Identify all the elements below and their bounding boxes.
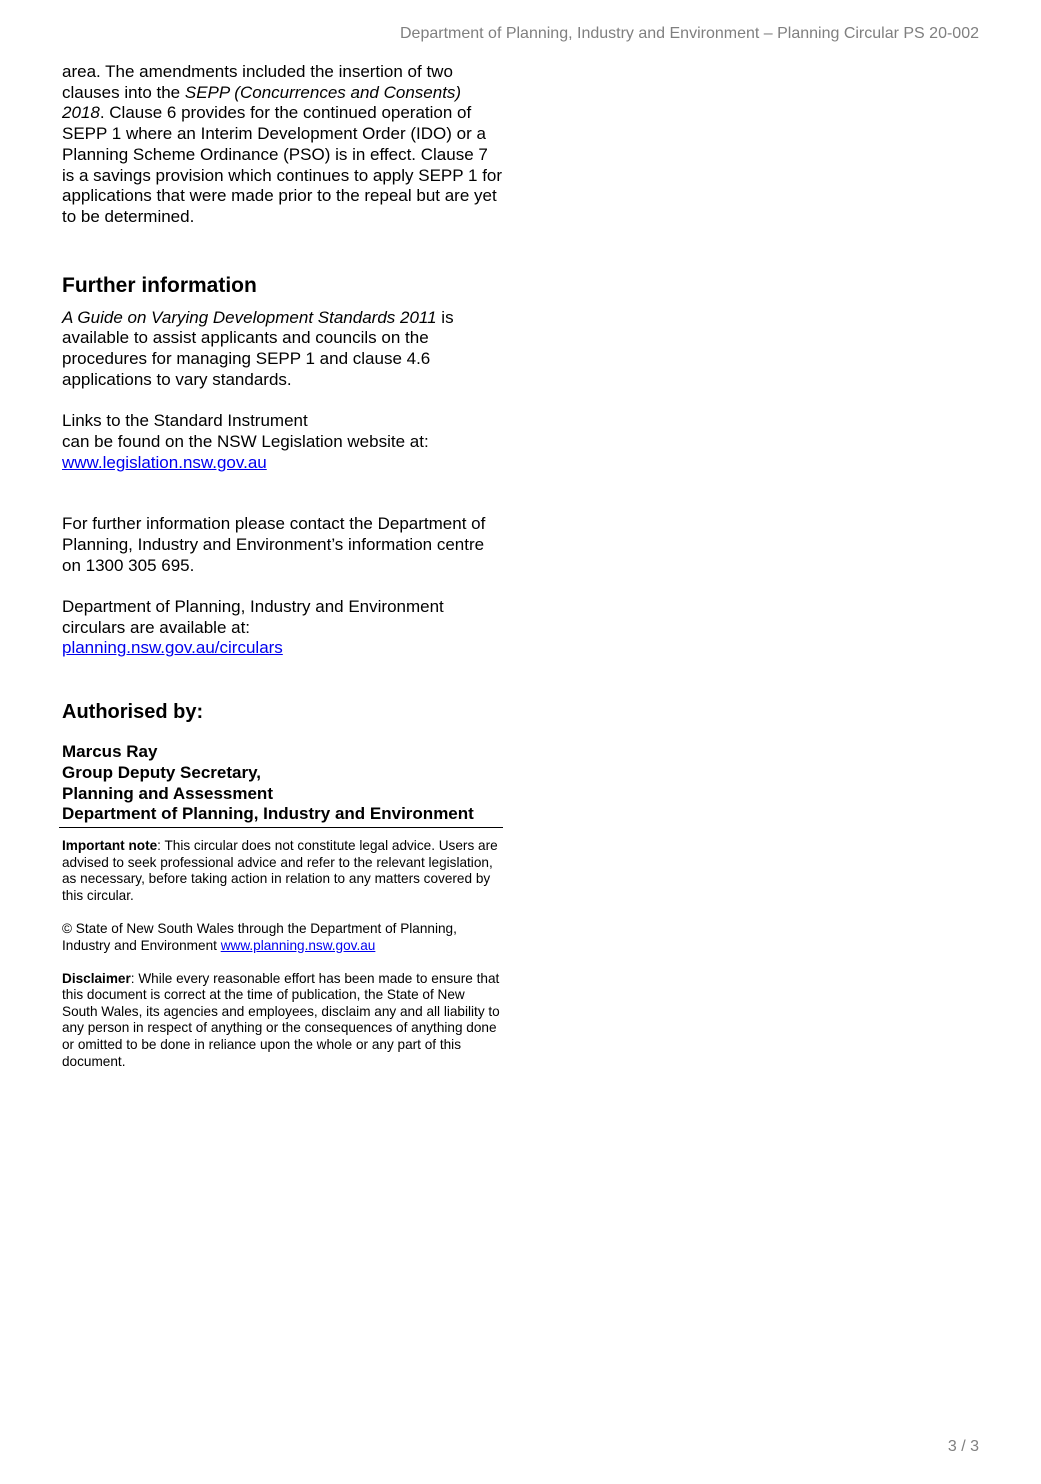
- running-header: Department of Planning, Industry and Environment – Planning Circular PS 20-002: [400, 25, 979, 42]
- further-information-heading: Further information: [62, 273, 257, 297]
- important-note: Important note: This circular does not constitute legal advice. Users are advised to seek professional advice and refer to the relevant legislation, as necessary, before taking action in relation to any matters covered by this circular.: [62, 837, 498, 903]
- circulars-link[interactable]: planning.nsw.gov.au/circulars: [62, 638, 283, 658]
- signatory-name: Marcus Ray: [62, 742, 158, 762]
- contact-paragraph: For further information please contact the Department of Planning, Industry and Environment’s information centre on 1300 305 695.: [62, 514, 486, 575]
- guide-paragraph: A Guide on Varying Development Standards 2011 is available to assist applicants and councils on the procedures for managing SEPP 1 and clause 4.6 applications to vary standards.: [62, 307, 454, 389]
- circulars-paragraph: Department of Planning, Industry and Environment circulars are available at: planning.nsw.gov.au/circulars: [62, 597, 444, 658]
- main-column: [62, 62, 504, 1070]
- signatory-title-1: Group Deputy Secretary,: [62, 762, 262, 782]
- legislation-link[interactable]: www.legislation.nsw.gov.au: [62, 452, 267, 472]
- disclaimer: Disclaimer: While every reasonable effort has been made to ensure that this document is correct at the time of publication, the State of New South Wales, its agencies and employees, disclaim any and all liability to any person in respect of anything or the consequences of anything done or omitted to be done in reliance upon the whole or any part of this document.: [62, 970, 500, 1069]
- authorised-by-heading: Authorised by:: [62, 701, 204, 724]
- signatory-title-2: Planning and Assessment: [62, 783, 273, 803]
- links-paragraph: Links to the Standard Instrument can be found on the NSW Legislation website at: www.legislation.nsw.gov.au: [62, 411, 429, 472]
- planning-website-link[interactable]: www.planning.nsw.gov.au: [220, 937, 376, 953]
- intro-paragraph: area. The amendments included the insertion of two clauses into the SEPP (Concurrences and Consents) 2018. Clause 6 provides for the continued operation of SEPP 1 where an Interim Development Order (IDO) or a Planning Scheme Ordinance (PSO) is in effect. Clause 7 is a savings provision which continues to apply SEPP 1 for applications that were made prior to the repeal but are yet to be determined.: [62, 62, 503, 226]
- copyright-note: © State of New South Wales through the Department of Planning, Industry and Environment www.planning.nsw.gov.au: [62, 920, 457, 953]
- signatory-department: Department of Planning, Industry and Environment: [62, 804, 474, 824]
- page-number: 3 / 3: [947, 1438, 979, 1455]
